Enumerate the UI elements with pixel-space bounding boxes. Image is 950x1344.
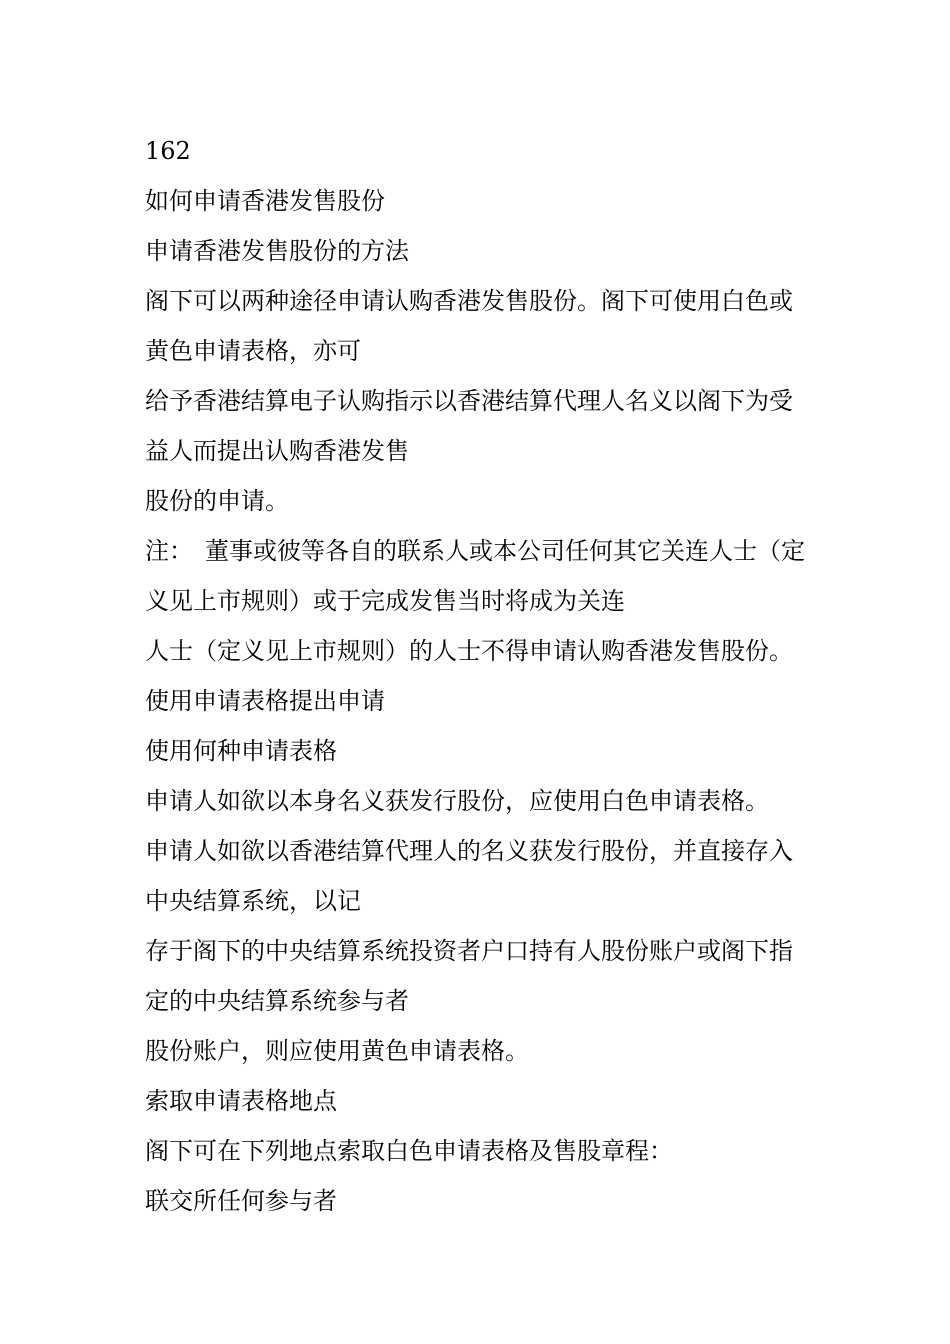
subsection-heading: 申请香港发售股份的方法 bbox=[145, 237, 409, 265]
paragraph-line: 阁下可在下列地点索取白色申请表格及售股章程： bbox=[145, 1137, 673, 1165]
paragraph-line: 定的中央结算系统参与者 bbox=[145, 987, 409, 1015]
paragraph-line: 阁下可以两种途径申请认购香港发售股份。阁下可使用白色或 bbox=[145, 287, 793, 315]
subsection-heading: 使用申请表格提出申请 bbox=[145, 687, 385, 715]
paragraph-line: 黄色申请表格，亦可 bbox=[145, 337, 361, 365]
paragraph-line: 股份账户，则应使用黄色申请表格。 bbox=[145, 1037, 529, 1065]
paragraph-line: 给予香港结算电子认购指示以香港结算代理人名义以阁下为受 bbox=[145, 387, 793, 415]
section-heading: 如何申请香港发售股份 bbox=[145, 187, 385, 215]
paragraph-line: 益人而提出认购香港发售 bbox=[145, 437, 409, 465]
note-line: 人士（定义见上市规则）的人士不得申请认购香港发售股份。 bbox=[145, 637, 793, 665]
paragraph-line: 存于阁下的中央结算系统投资者户口持有人股份账户或阁下指 bbox=[145, 937, 793, 965]
paragraph-line: 中央结算系统，以记 bbox=[145, 887, 361, 915]
note-line: 义见上市规则）或于完成发售当时将成为关连 bbox=[145, 587, 625, 615]
document-body bbox=[145, 126, 850, 1226]
subsection-heading: 索取申请表格地点 bbox=[145, 1087, 337, 1115]
subsection-heading: 使用何种申请表格 bbox=[145, 737, 337, 765]
paragraph-line: 申请人如欲以香港结算代理人的名义获发行股份，并直接存入 bbox=[145, 837, 793, 865]
list-item: 联交所任何参与者 bbox=[145, 1187, 337, 1215]
paragraph-line: 申请人如欲以本身名义获发行股份，应使用白色申请表格。 bbox=[145, 787, 769, 815]
note-line: 注： 董事或彼等各自的联系人或本公司任何其它关连人士（定 bbox=[145, 537, 805, 565]
page-number: 162 bbox=[145, 137, 191, 165]
paragraph-line: 股份的申请。 bbox=[145, 487, 289, 515]
